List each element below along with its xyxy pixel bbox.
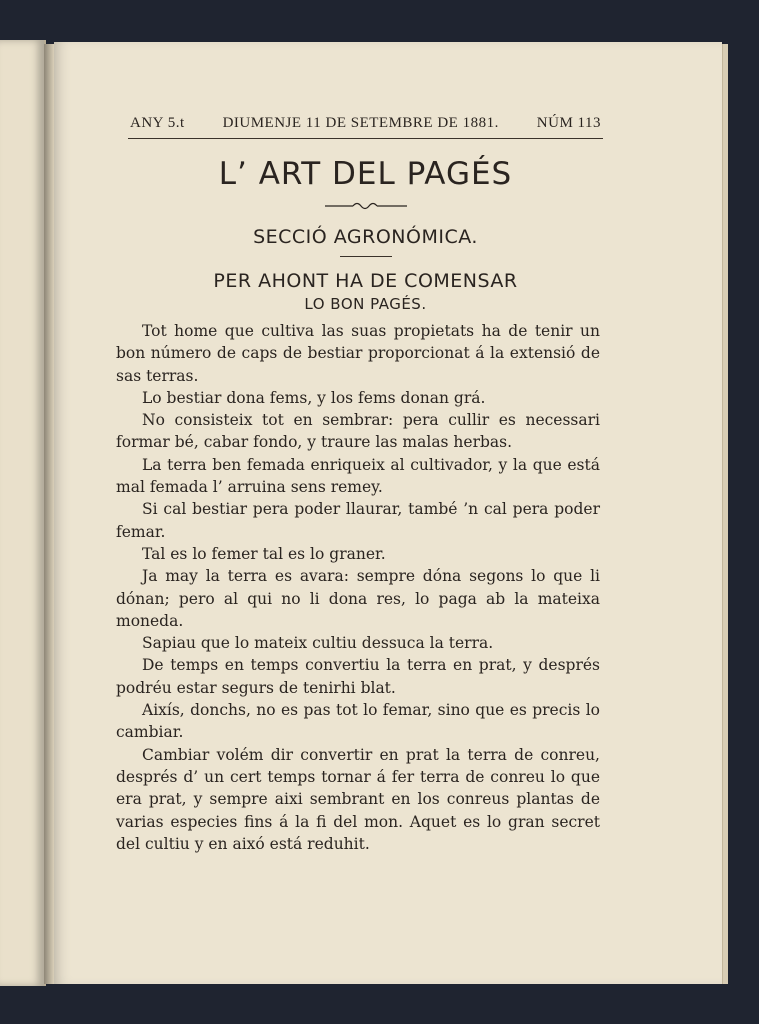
section-title: SECCIÓ AGRONÓMICA. [253, 226, 478, 248]
paragraph: Si cal bestiar pera poder llaurar, també ’n cal pera poder femar. [116, 500, 600, 541]
section-rule [340, 256, 392, 257]
paragraph: De temps en temps convertiu la terra en prat, y després podréu estar segurs de tenirhi blat. [116, 656, 600, 697]
ornament-divider [325, 200, 407, 212]
header-year: ANY 5.t [130, 115, 185, 131]
article-heading-line2: LO BON PAGÉS. [304, 295, 427, 313]
paragraph: No consisteix tot en sembrar: pera cullir es necessari formar bé, cabar fondo, y traure las malas herbas. [116, 411, 600, 452]
page-title: L’ ART DEL PAGÉS [218, 156, 513, 192]
page-edge [722, 44, 728, 984]
paragraph: Tot home que cultiva las suas propietats ha de tenir un bon número de caps de bestiar proporcionat á la extensió de sas terras. [116, 322, 600, 385]
running-header [130, 115, 601, 132]
facing-page [0, 40, 46, 986]
article-body [116, 320, 600, 855]
header-number: NÚM 113 [536, 115, 601, 131]
paragraph: La terra ben femada enriqueix al cultivador, y la que está mal femada l’ arruina sens remey. [116, 455, 600, 497]
book-gutter [44, 44, 54, 984]
paragraph: Sapiau que lo mateix cultiu dessuca la terra. [142, 634, 494, 653]
paragraph: Tal es lo femer tal es lo graner. [142, 544, 386, 563]
paragraph: Lo bestiar dona fems, y los fems donan grá. [142, 388, 486, 407]
header-rule [128, 138, 603, 139]
paragraph: Aixís, donchs, no es pas tot lo femar, sino que es precis lo cambiar. [116, 701, 600, 742]
article-heading-line1: PER AHONT HA DE COMENSAR [213, 270, 518, 292]
paragraph: Ja may la terra es avara: sempre dóna segons lo que li dónan; pero al qui no li dona res, lo paga ab la mateixa moneda. [116, 567, 600, 630]
header-date: DIUMENJE 11 DE SETEMBRE DE 1881. [222, 115, 499, 131]
paragraph: Cambiar volém dir convertir en prat la terra de conreu, després d’ un cert temps tornar á fer terra de conreu lo que era prat, y sempre aixi sembrant en los conreus plantas de varias especies fins á la fi del mon. Aquet es lo gran secret del cultiu y en aixó está reduhit. [116, 745, 600, 853]
